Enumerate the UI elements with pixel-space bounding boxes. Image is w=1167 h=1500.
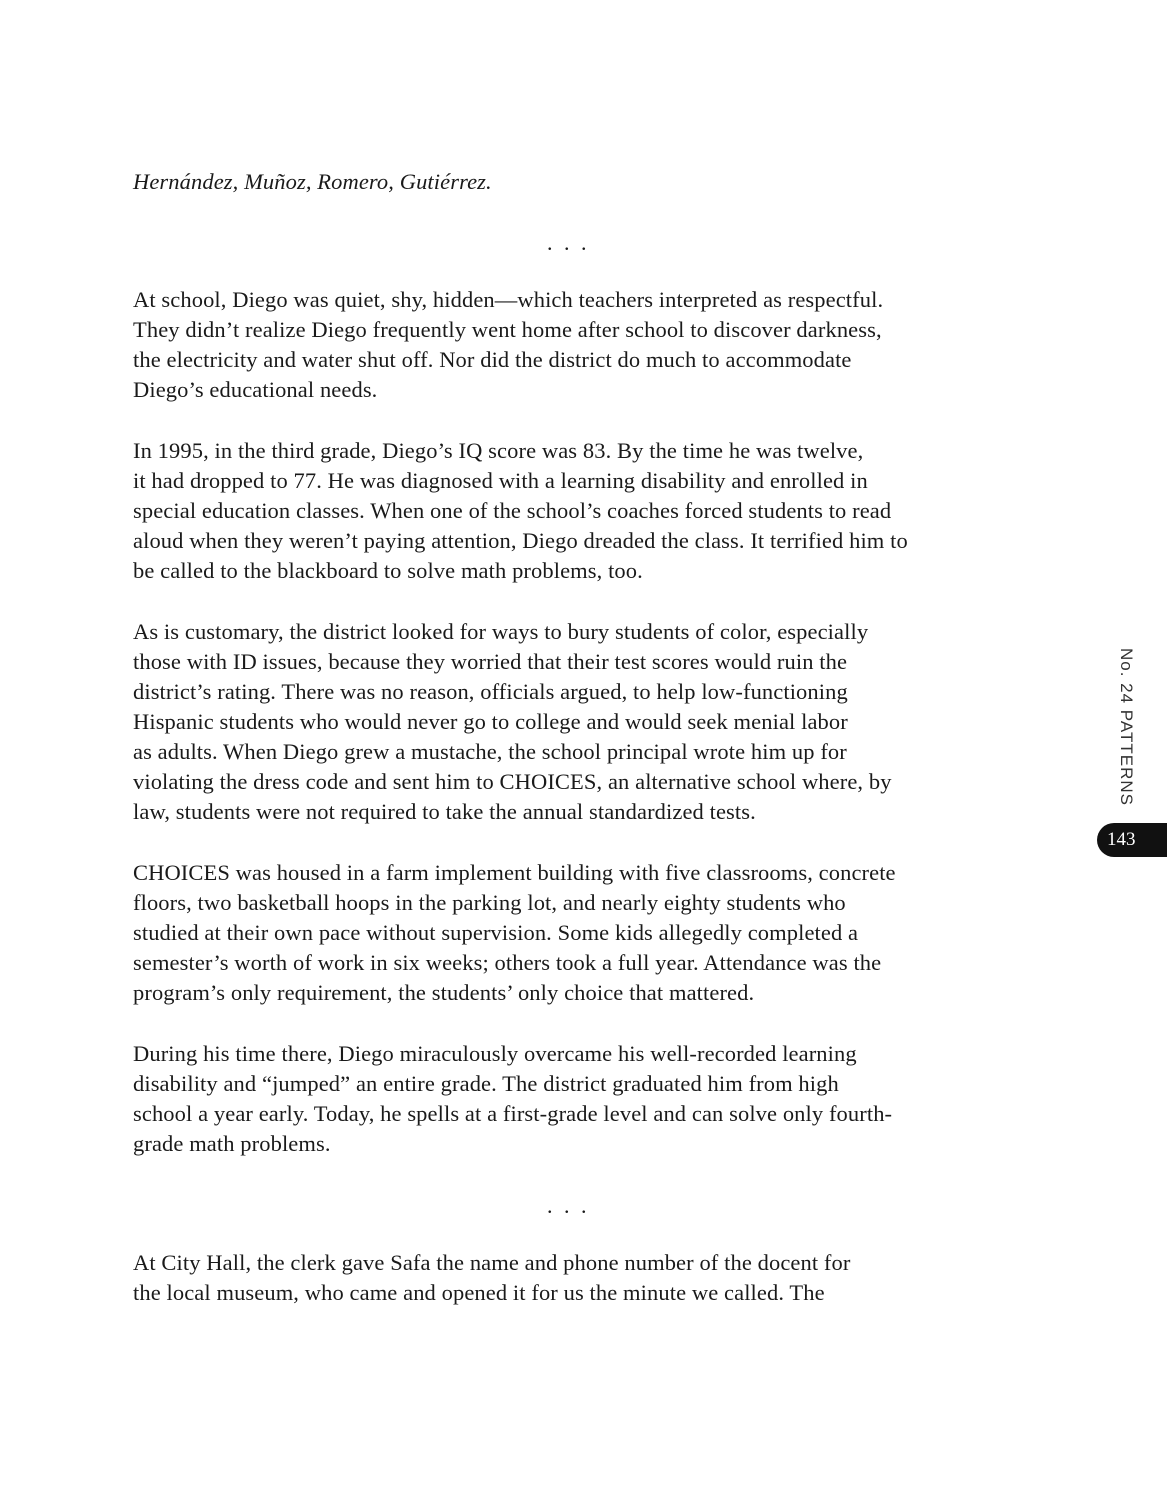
- paragraph-line: the electricity and water shut off. Nor did the district do much to accommodate: [133, 347, 852, 372]
- page-number-tab: [1097, 823, 1167, 857]
- paragraph-line: At school, Diego was quiet, shy, hidden—which teachers interpreted as respectful.: [133, 287, 884, 312]
- paragraph-line: grade math problems.: [133, 1131, 331, 1156]
- paragraph-line: They didn’t realize Diego frequently went home after school to discover darkness,: [133, 317, 882, 342]
- paragraph-line: law, students were not required to take the annual standardized tests.: [133, 799, 756, 824]
- paragraph-line: it had dropped to 77. He was diagnosed with a learning disability and enrolled in: [133, 468, 868, 493]
- paragraph-line: In 1995, in the third grade, Diego’s IQ score was 83. By the time he was twelve,: [133, 438, 864, 463]
- paragraph-line: aloud when they weren’t paying attention, Diego dreaded the class. It terrified him to: [133, 528, 908, 553]
- section-break: . . .: [547, 230, 590, 255]
- paragraph-line: floors, two basketball hoops in the parking lot, and nearly eighty students who: [133, 890, 846, 915]
- paragraph-line: Hispanic students who would never go to college and would seek menial labor: [133, 709, 848, 734]
- paragraph-line: semester’s worth of work in six weeks; others took a full year. Attendance was the: [133, 950, 882, 975]
- paragraph-line: the local museum, who came and opened it for us the minute we called. The: [133, 1280, 825, 1305]
- paragraph-line: special education classes. When one of the school’s coaches forced students to read: [133, 498, 892, 523]
- page-number: 143: [1107, 829, 1136, 850]
- paragraph-line: disability and “jumped” an entire grade. The district graduated him from high: [133, 1071, 839, 1096]
- paragraph-line: CHOICES was housed in a farm implement building with five classrooms, concrete: [133, 860, 896, 885]
- paragraph-line: Diego’s educational needs.: [133, 377, 378, 402]
- paragraph-line: those with ID issues, because they worried that their test scores would ruin the: [133, 649, 848, 674]
- paragraph-line: As is customary, the district looked for ways to bury students of color, especially: [133, 619, 869, 644]
- paragraph-line: school a year early. Today, he spells at a first-grade level and can solve only fourth-: [133, 1101, 893, 1126]
- running-head: No. 24 PATTERNS: [1117, 648, 1136, 806]
- epigraph: Hernández, Muñoz, Romero, Gutiérrez.: [133, 169, 492, 194]
- paragraph-line: During his time there, Diego miraculously overcame his well-recorded learning: [133, 1041, 857, 1066]
- paragraph-line: violating the dress code and sent him to CHOICES, an alternative school where, by: [133, 769, 892, 794]
- paragraph-line: studied at their own pace without supervision. Some kids allegedly completed a: [133, 920, 859, 945]
- paragraph-line: be called to the blackboard to solve math problems, too.: [133, 558, 643, 583]
- paragraph-line: program’s only requirement, the students’ only choice that mattered.: [133, 980, 755, 1005]
- paragraph-line: At City Hall, the clerk gave Safa the name and phone number of the docent for: [133, 1250, 851, 1275]
- paragraph-line: as adults. When Diego grew a mustache, the school principal wrote him up for: [133, 739, 847, 764]
- paragraph-line: district’s rating. There was no reason, officials argued, to help low-functioning: [133, 679, 848, 704]
- section-break: . . .: [547, 1193, 590, 1218]
